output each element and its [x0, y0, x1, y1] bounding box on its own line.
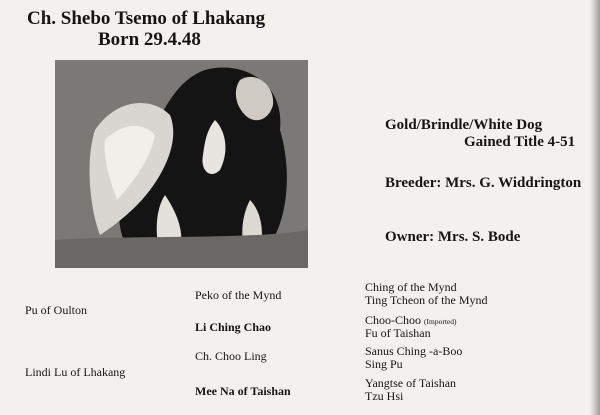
page-title-line-1: Ch. Shebo Tsemo of Lhakang	[27, 8, 266, 29]
pedigree-ggp-2-line2: Fu of Taishan	[365, 326, 431, 340]
dog-photo	[55, 60, 308, 268]
pedigree-ggp-2-note: (Imported)	[424, 317, 457, 326]
page-edge-shadow	[590, 0, 600, 415]
pedigree-ggp-1-line1: Ching of the Mynd	[365, 280, 457, 294]
pedigree-grandparent-1: Peko of the Mynd	[195, 288, 282, 302]
title-gained-line: Gained Title 4-51	[464, 134, 576, 150]
pedigree-ggp-4-line1: Yangtse of Taishan	[365, 376, 457, 390]
pedigree-ggp-3-line1: Sanus Ching -a-Boo	[365, 344, 463, 358]
pedigree-grandparent-4: Mee Na of Taishan	[195, 384, 291, 398]
coat-color-line: Gold/Brindle/White Dog	[385, 117, 543, 133]
pedigree-ggp-3-line2: Sing Pu	[365, 357, 403, 371]
pedigree-grandparent-2: Li Ching Chao	[195, 320, 272, 334]
pedigree-grandparent-3: Ch. Choo Ling	[195, 349, 267, 363]
pedigree-ggp-4-line2: Tzu Hsi	[365, 389, 404, 403]
breeder-line: Breeder: Mrs. G. Widdrington	[385, 175, 582, 191]
page-title-line-2: Born 29.4.48	[98, 29, 201, 50]
pedigree-sire: Pu of Oulton	[25, 303, 88, 317]
owner-line: Owner: Mrs. S. Bode	[385, 229, 521, 245]
dog-photo-icon	[55, 60, 308, 268]
pedigree-dam: Lindi Lu of Lhakang	[25, 365, 126, 379]
pedigree-ggp-1-line2: Ting Tcheon of the Mynd	[365, 293, 488, 307]
pedigree-ggp-2-name: Choo-Choo	[365, 313, 422, 327]
